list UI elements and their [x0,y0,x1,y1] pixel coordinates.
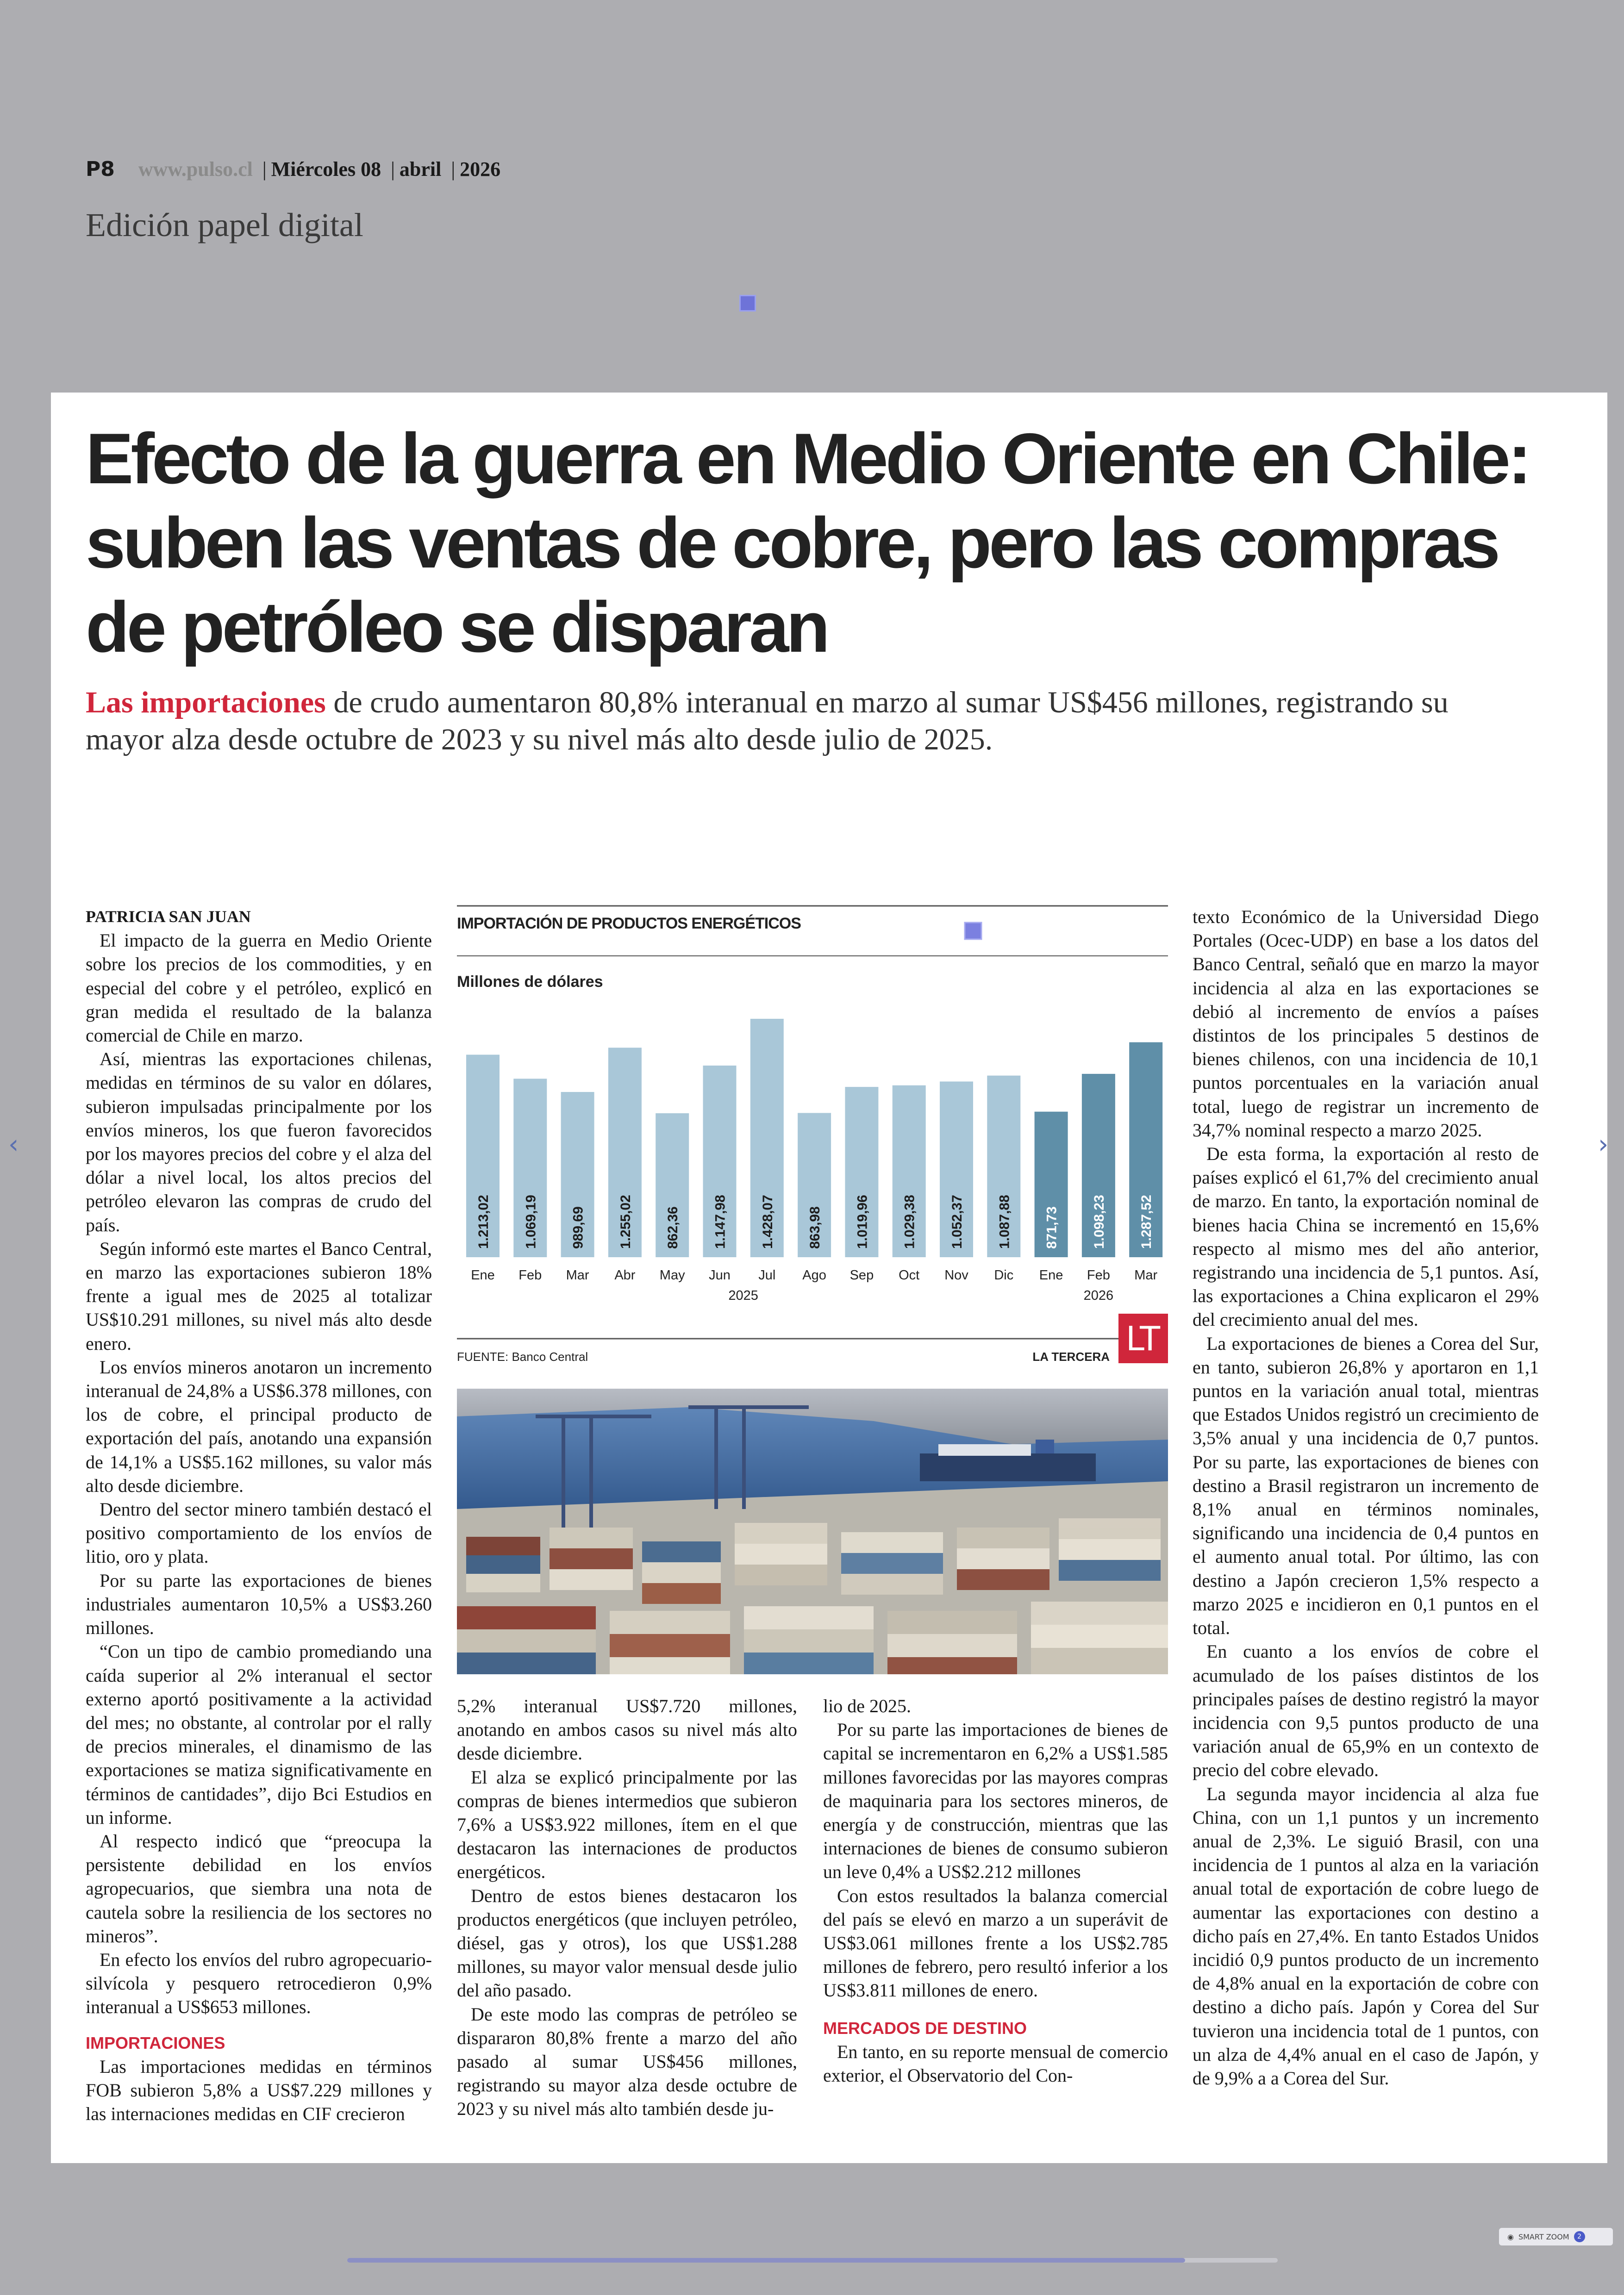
chart-credit: LA TERCERA [1032,1350,1110,1364]
x-tick-label: Abr [614,1268,636,1283]
x-tick-label: Ago [802,1268,826,1283]
prev-page-button[interactable]: ‹ [8,1129,19,1160]
bar-value-label: 1.052,37 [949,1195,965,1249]
paragraph: Con estos resultados la balanza comercial del país se elevó en marzo a un superávit de US$3.061 millones frente a los US$2.785 millones de febrero, pero resultó inferior a los US$3.811 millones de enero. [823,1885,1168,2001]
paragraph: En tanto, en su reporte mensual de comercio exterior, el Observatorio del Con- [823,2041,1168,2086]
paragraph: “Con un tipo de cambio promediando una caída superior al 2% interanual el sector externo aportó positivamente a la actividad del mes; no obstante, al controlar por el rally de precios minerales, el dinamismo de las exportaciones se matiza significativamente en términos de cantidades”, dijo Bci Estudios en un informe. [86,1641,432,1828]
paragraph: 5,2% interanual US$7.720 millones, anotando en ambos casos su nivel más alto desde diciembre. [457,1696,797,1764]
x-tick-label: Nov [944,1268,968,1283]
chart-source: FUENTE: Banco Central [457,1350,588,1364]
smart-zoom-button[interactable] [1499,2228,1613,2245]
paragraph: Las importaciones medidas en términos FOB subieron 5,8% a US$7.229 millones y las internaciones medidas en CIF crecieron [86,2056,432,2124]
chart-svg [457,905,1168,1368]
bar-value-label: 1.255,02 [618,1195,633,1249]
smart-zoom-label: SMART ZOOM [1518,2232,1569,2241]
x-tick-label: Mar [1134,1268,1158,1283]
bar-value-label: 1.029,38 [902,1195,918,1249]
paragraph: La exportaciones de bienes a Corea del Sur, en tanto, subieron 26,8% y aportaron en 1,1 puntos en la variación anual total, mientras que Estados Unidos registró un crecimiento de 3,5% anual y una incidencia de 0,7 puntos. Por su parte, las exportaciones de bienes con destino a Brasil registraron un incremento de 8,1% anual en términos nominales, significando una incidencia de 0,4 puntos en el aumento anual total. Por último, las con destino a Japón crecieron 1,5% respecto a marzo 2025 e incidieron en 0,1 puntos en el total. [1193,1333,1539,1639]
x-tick-label: Mar [566,1268,589,1283]
x-tick-label: Sep [849,1268,874,1283]
subhead-text: de crudo aumentaron 80,8% interanual en marzo al sumar US$456 millones, registrando su mayor alza desde octubre de 2023 y su nivel más alto desde julio de 2025. [86,686,1449,756]
paragraph: La segunda mayor incidencia al alza fue China, con un 1,1 puntos y un incremento anual de 2,3%. Le siguió Brasil, con una incidencia de 1 puntos al alza en la variación anual total de exportación de cobre luego de aumentar las exportaciones con destino a dicho país en 27,4%. En tanto Estados Unidos incidió 0,9 puntos producto de un incremento de 4,8% anual en la exportación de cobre con destino a dicho país. Japón y Corea del Sur tuvieron una incidencia total de 1 puntos, con un alza de 4,4% anual en el caso de Japón, y de 9,9% a a Corea del Sur. [1193,1783,1539,2089]
logo-text: LT [1125,1319,1161,1358]
subhead-lead: Las importaciones [86,686,326,719]
x-tick-label: May [659,1268,685,1283]
paragraph: Dentro de estos bienes destacaron los productos energéticos (que incluyen petróleo, diésel, gas y otros), los que US$1.288 millones, su mayor valor mensual desde julio del año pasado. [457,1885,797,2001]
port-photo-illustration [457,1389,1168,1674]
bar-value-label: 1.213,02 [476,1195,491,1249]
chart-unit-label: Millones de dólares [457,973,603,991]
section-heading: MERCADOS DE DESTINO [823,2018,1027,2038]
clip-marker[interactable] [739,295,756,312]
bar-value-label: 1.069,19 [523,1195,539,1249]
x-tick-label: Ene [1039,1268,1063,1283]
subheadline [86,684,1474,758]
headline-line: de petróleo se disparan [86,587,827,667]
bar-value-label: 862,36 [665,1206,681,1249]
page-header: P8 www.pulso.cl | Miércoles 08 | abril | 2026 [86,157,501,181]
paragraph: Al respecto indicó que “preocupa la persistente debilidad en los envíos agropecuarios, que siembra una nota de cautela sobre la resiliencia de los sectores no mineros”. [86,1830,432,1946]
scroll-thumb[interactable] [347,2258,1185,2263]
x-tick-label: Jul [758,1268,776,1283]
bar-value-label: 1.287,52 [1139,1195,1155,1249]
paragraph: El impacto de la guerra en Medio Oriente sobre los precios de los commodities, y en especial del cobre y el petróleo, explicó en gran medida el resultado de la balanza comercial de Chile en marzo. [86,930,432,1046]
article-column-2 [457,1694,797,2121]
x-tick-label: Oct [899,1268,920,1283]
year-label: 2026 [1083,1288,1114,1303]
clip-marker[interactable] [965,923,981,939]
x-tick-label: Dic [994,1268,1014,1283]
paragraph: El alza se explicó principalmente por las compras de bienes intermedios que subieron 7,6% a US$3.922 millones, ítem en el que destacaron las internaciones de productos energéticos. [457,1766,797,1883]
bar-value-label: 1.147,98 [712,1195,728,1249]
paragraph: Según informó este martes el Banco Central, en marzo las exportaciones subieron 18% frente a igual mes de 2025 al totalizar US$10.291 millones, su nivel más alto desde enero. [86,1238,432,1354]
bar-value-label: 1.428,07 [760,1195,775,1249]
bar-value-label: 1.019,96 [855,1195,870,1249]
article-column-1 [86,905,432,2126]
article-column-3 [823,1694,1168,2087]
page-number: P8 [86,157,115,181]
paragraph: texto Económico de la Universidad Diego Portales (Ocec-UDP) en base a los datos del Banco Central, señaló que en marzo la mayor incidencia al alza en las exportaciones se debió al incremento de envíos a países distintos de los principales 5 destinos de bienes chilenos, con una incidencia de 10,1 puntos porcentuales en la variación anual total, luego de registrar un incremento de 34,7% nominal respecto a marzo 2025. [1193,906,1539,1141]
date-year: 2026 [460,158,501,181]
date-month: abril [399,158,442,181]
x-tick-label: Jun [709,1268,731,1283]
paragraph: Por su parte las exportaciones de bienes industriales aumentaron 10,5% a US$3.260 millones. [86,1570,432,1639]
year-label: 2025 [728,1288,758,1303]
paragraph: De este modo las compras de petróleo se dispararon 80,8% frente a marzo del año pasado al sumar US$456 millones, registrando su mayor alza desde octubre de 2023 y su nivel más alto también desde ju- [457,2003,797,2120]
edition-title: Edición papel digital [86,206,363,243]
zoom-badge: 2 [1574,2231,1585,2242]
byline: PATRICIA SAN JUAN [86,907,251,926]
bar-value-label: 1.087,88 [997,1195,1012,1249]
x-tick-label: Ene [471,1268,495,1283]
date-day: Miércoles 08 [271,158,381,181]
bar-value-label: 989,69 [570,1206,586,1249]
chart-title: IMPORTACIÓN DE PRODUCTOS ENERGÉTICOS [457,915,801,932]
energy-imports-chart [457,905,1168,1368]
paragraph: Dentro del sector minero también destacó el positivo comportamiento de los envíos de litio, oro y plata. [86,1499,432,1567]
article-column-4 [1193,905,1539,2090]
eye-icon: ◉ [1507,2232,1514,2241]
bar-value-label: 871,73 [1044,1206,1060,1249]
section-heading: IMPORTACIONES [86,2033,225,2052]
bar-value-label: 863,98 [807,1206,823,1249]
paragraph: Los envíos mineros anotaron un incremento interanual de 24,8% a US$6.378 millones, con los de cobre, el principal producto de exportación del país, anotando una expansión de 14,1% a US$5.162 millones, su valor más alto desde diciembre. [86,1356,432,1496]
paragraph: En efecto los envíos del rubro agropecuario-silvícola y pesquero retrocedieron 0,9% interanual a US$653 millones. [86,1949,432,2018]
paragraph: lio de 2025. [823,1696,911,1716]
next-page-button[interactable]: › [1598,1129,1609,1160]
paragraph: Por su parte las importaciones de bienes de capital se incrementaron en 6,2% a US$1.585 millones favorecidas por las mayores compras de maquinaria para los sectores mineros, de energía y de construcción, mientras que las internaciones de bienes de consumo subieron un leve 0,4% a US$2.212 millones [823,1719,1168,1883]
headline-line: suben las ventas de cobre, pero las compras [86,503,1498,583]
bar-value-label: 1.098,23 [1091,1195,1107,1249]
x-tick-label: Feb [518,1268,542,1283]
paragraph: De esta forma, la exportación al resto de países explicó el 61,7% del crecimiento anual de marzo. En tanto, la exportación nominal de bienes hacia China se incrementó en 15,6% respecto al mismo mes del año anterior, registrando una incidencia de 5,1 puntos. Así, las exportaciones a China explicaron el 29% del crecimiento anual del mes. [1193,1143,1539,1330]
headline-line: Efecto de la guerra en Medio Oriente en Chile: [86,418,1529,499]
site-url[interactable]: www.pulso.cl [138,158,253,181]
paragraph: En cuanto a los envíos de cobre el acumulado de los países distintos de los principales países de destino registró la mayor incidencia con 9,5 puntos producto de una variación anual de 65,9% en un contexto de precio del cobre elevado. [1193,1641,1539,1781]
x-tick-label: Feb [1087,1268,1110,1283]
paragraph: Así, mientras las exportaciones chilenas, medidas en términos de su valor en dólares, subieron impulsadas principalmente por los envíos mineros, los que fueron favorecidos por los mayores precios del cobre y el alza del dólar a nivel local, los altos precios del petróleo elevaron las compras de crudo del país. [86,1048,432,1235]
headline [86,417,1567,669]
port-photo [457,1389,1168,1674]
